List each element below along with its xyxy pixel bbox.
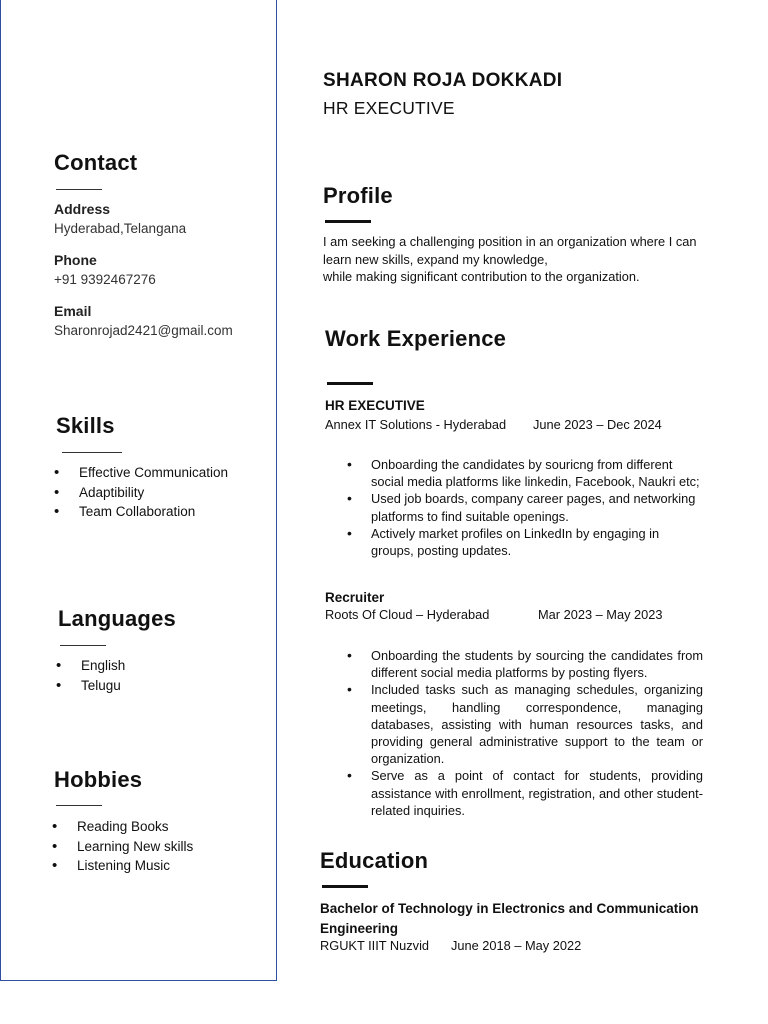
job-title: Recruiter — [325, 590, 385, 605]
list-item: • Effective Communication — [54, 463, 228, 483]
profile-line: I am seeking a challenging position in an organization where I can — [323, 234, 697, 249]
hobbies-divider — [56, 805, 102, 806]
profile-heading: Profile — [323, 183, 393, 208]
job-dates: Mar 2023 – May 2023 — [538, 607, 663, 622]
list-item: • Reading Books — [52, 817, 193, 837]
languages-list — [56, 656, 125, 695]
candidate-role: HR EXECUTIVE — [323, 98, 455, 118]
job-dates: June 2023 – Dec 2024 — [533, 417, 662, 432]
school-name: RGUKT IIIT Nuzvid — [320, 938, 430, 953]
degree-line: Engineering — [320, 921, 399, 936]
task-item: • Included tasks such as managing schedules, organizing meetings, handling correspondence, managing databases, assisting with human resources tasks, and providing general administrative support to the team or organization. — [371, 681, 703, 767]
skills-heading: Skills — [56, 413, 115, 438]
profile-divider — [325, 220, 371, 223]
skills-list — [54, 463, 228, 522]
languages-heading: Languages — [58, 606, 176, 631]
task-item: • Actively market profiles on LinkedIn by engaging in groups, posting updates. — [371, 525, 703, 559]
education-heading: Education — [320, 848, 429, 873]
task-item: • Used job boards, company career pages, and networking platforms to find suitable openings. — [371, 490, 703, 524]
degree-line: Bachelor of Technology in Electronics and Communication — [320, 901, 699, 916]
list-item: • Listening Music — [52, 856, 193, 876]
job-company: Roots Of Cloud – Hyderabad — [325, 607, 490, 622]
job-task-list — [371, 456, 703, 559]
skills-divider — [62, 452, 122, 453]
task-item: • Serve as a point of contact for students, providing assistance with enrollment, registration, and other student-related inquiries. — [371, 767, 703, 819]
address-value: Hyderabad,Telangana — [54, 221, 187, 236]
phone-value: +91 9392467276 — [54, 272, 156, 287]
task-item: • Onboarding the candidates by souricng from different social media platforms like linkedin, Facebook, Naukri etc; — [371, 456, 703, 490]
languages-divider — [60, 645, 106, 646]
address-label: Address — [54, 201, 111, 217]
list-item: • Learning New skills — [52, 837, 193, 857]
hobbies-list — [52, 817, 193, 876]
job-title: HR EXECUTIVE — [325, 398, 425, 413]
phone-label: Phone — [54, 252, 97, 268]
candidate-name: SHARON ROJA DOKKADI — [323, 70, 563, 91]
profile-line: while making significant contribution to the organization. — [323, 269, 640, 284]
profile-text — [323, 233, 708, 286]
degree-title — [320, 899, 699, 939]
list-item: • Telugu — [56, 676, 125, 696]
contact-heading: Contact — [54, 150, 138, 175]
contact-divider — [56, 189, 102, 190]
email-label: Email — [54, 303, 92, 319]
experience-divider — [327, 382, 373, 385]
job-task-list — [371, 647, 703, 819]
email-value[interactable]: Sharonrojad2421@gmail.com — [54, 323, 233, 338]
job-company: Annex IT Solutions - Hyderabad — [325, 417, 507, 432]
list-item: • Team Collaboration — [54, 502, 228, 522]
experience-heading: Work Experience — [325, 326, 507, 351]
list-item: • Adaptibility — [54, 483, 228, 503]
list-item: • English — [56, 656, 125, 676]
hobbies-heading: Hobbies — [54, 767, 143, 792]
task-item: • Onboarding the students by sourcing the candidates from different social media platforms by posting flyers. — [371, 647, 703, 681]
education-dates: June 2018 – May 2022 — [451, 938, 582, 953]
education-divider — [322, 885, 368, 888]
profile-line: learn new skills, expand my knowledge, — [323, 251, 548, 267]
